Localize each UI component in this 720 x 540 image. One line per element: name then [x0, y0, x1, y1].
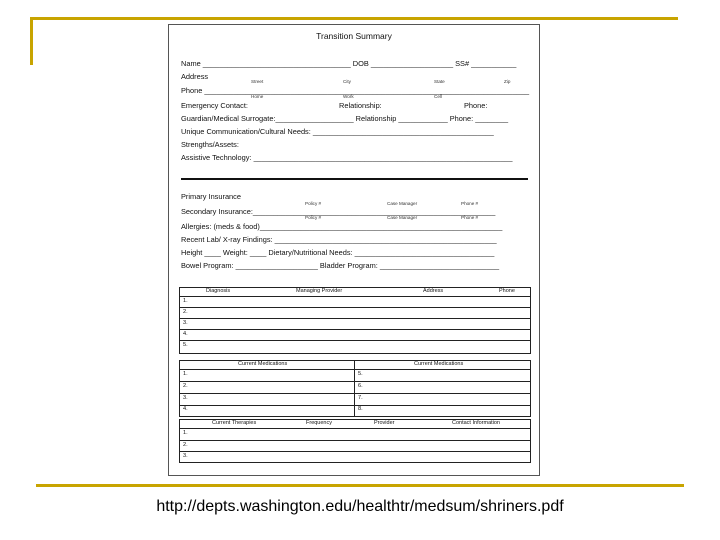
unique-needs-line: Unique Communication/Cultural Needs: ____________________________________________	[181, 127, 494, 136]
table-row: 3. 7.	[180, 394, 530, 406]
case-manager-label-2: Case Manager	[387, 215, 418, 220]
city-label: City	[343, 79, 351, 84]
phone-label: Phone:	[464, 101, 488, 110]
table-row: 1.	[180, 429, 530, 441]
provider-header: Provider	[374, 420, 395, 426]
therapies-table	[179, 419, 531, 463]
current-medications-header: Current Medications	[238, 361, 288, 367]
address-label: Address	[181, 72, 209, 81]
home-label: Home	[251, 94, 264, 99]
cell-label: Cell	[434, 94, 442, 99]
managing-provider-header: Managing Provider	[296, 288, 343, 294]
emergency-contact-label: Emergency Contact:	[181, 101, 248, 110]
state-label: State	[434, 79, 445, 84]
table-row: 2.	[180, 308, 530, 319]
contact-information-header: Contact Information	[452, 420, 500, 426]
table-header	[180, 288, 530, 297]
policy-label: Policy #	[305, 201, 322, 206]
table-row: 2.	[180, 441, 530, 452]
allergies-line: Allergies: (meds & food)___________________________________________________________	[181, 222, 503, 231]
transition-summary-form	[168, 24, 540, 476]
table-row: 4. 8.	[183, 406, 363, 412]
section-divider	[181, 178, 528, 180]
strengths-label: Strengths/Assets:	[181, 140, 239, 149]
zip-label: Zip	[504, 79, 511, 84]
phone-line: Phone _______________________________________________________________________________	[181, 86, 530, 95]
guardian-line: Guardian/Medical Surrogate:___________________ Relationship ____________ Phone: ________	[181, 114, 509, 123]
name-line: Name ____________________________________ DOB ____________________ SS# ___________	[181, 59, 517, 68]
street-label: Street	[251, 79, 264, 84]
bowel-bladder-line: Bowel Program: ____________________ Bladder Program: _____________________________	[181, 261, 500, 270]
table-row: 5.	[183, 342, 188, 348]
address-header: Address	[423, 288, 444, 294]
height-weight-line: Height ____ Weight: ____ Dietary/Nutritional Needs: __________________________________	[181, 248, 495, 257]
medications-table	[179, 360, 531, 417]
current-medications-header-2: Current Medications	[414, 361, 464, 367]
frequency-header: Frequency	[306, 420, 332, 426]
lab-findings-line: Recent Lab/ X-ray Findings: ______________________________________________________	[181, 235, 497, 244]
phone-number-label: Phone #	[461, 201, 479, 206]
table-header	[180, 361, 530, 370]
current-therapies-header: Current Therapies	[212, 420, 257, 426]
top-accent-bar	[30, 17, 678, 20]
assistive-tech-line: Assistive Technology: _______________________________________________________________	[181, 153, 513, 162]
table-row: 3.	[180, 319, 530, 330]
table-header	[180, 420, 530, 429]
phone-header: Phone	[499, 288, 515, 294]
source-url-caption: http://depts.washington.edu/healthtr/medsum/shriners.pdf	[156, 498, 564, 515]
left-accent-bar	[30, 17, 33, 65]
phone-number-label-2: Phone #	[461, 215, 479, 220]
table-row: 4.	[180, 330, 530, 341]
table-row: 1. 5.	[180, 370, 530, 382]
relationship-label: Relationship:	[339, 101, 382, 110]
case-manager-label: Case Manager	[387, 201, 418, 206]
table-row: 2. 6.	[180, 382, 530, 394]
table-row: 1.	[180, 297, 530, 308]
policy-label-2: Policy #	[305, 215, 322, 220]
diagnosis-header: Diagnosis	[206, 288, 231, 294]
form-title: Transition Summary	[316, 31, 392, 41]
bottom-accent-bar	[36, 484, 684, 487]
primary-insurance-label: Primary Insurance	[181, 192, 241, 201]
diagnosis-table	[179, 287, 531, 354]
work-label: Work	[343, 94, 354, 99]
secondary-insurance-line: Secondary Insurance:___________________________________________________________	[181, 207, 496, 216]
table-row: 3.	[183, 453, 188, 459]
